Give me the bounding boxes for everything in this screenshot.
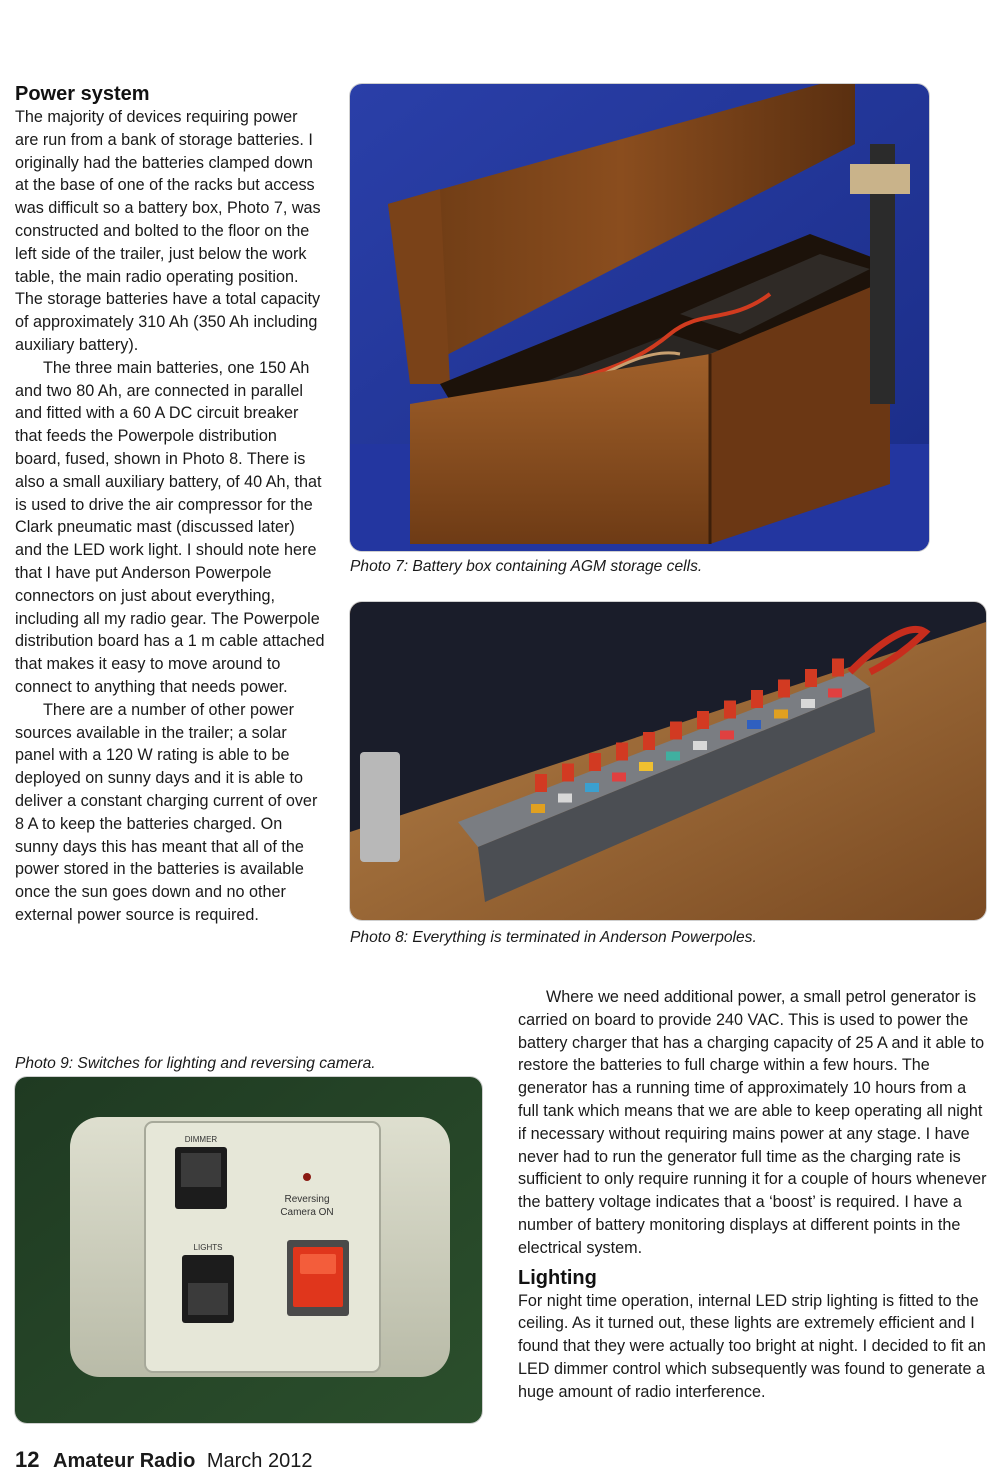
battery-box-image	[350, 84, 929, 551]
page-number: 12	[15, 1447, 40, 1472]
paragraph: The majority of devices requiring power are run from a bank of storage batteries. I originally had the batteries clamped down at the base of one of the racks but access was difficult so a battery box, Photo 7, was constructed and bolted to the floor on the left side of the trailer, just below the work table, the main radio operating position. The storage batteries have a total capacity of approximately 310 Ah (350 Ah including auxiliary battery).	[15, 108, 321, 354]
photo8-caption: Photo 8: Everything is terminated in Anderson Powerpoles.	[350, 929, 757, 946]
section-heading-lighting: Lighting	[518, 1266, 597, 1289]
switch-panel-image	[15, 1077, 482, 1423]
right-column	[518, 986, 988, 1404]
camera-label-line1: Reversing	[284, 1194, 330, 1205]
page-footer	[15, 1448, 312, 1473]
photo-switch-panel	[15, 1077, 482, 1423]
powerpole-board-image	[350, 602, 986, 920]
photo-battery-box	[350, 84, 929, 551]
issue-date: March 2012	[206, 1450, 313, 1472]
camera-label-line2: Camera ON	[280, 1207, 334, 1218]
dimmer-label: DIMMER	[184, 1135, 218, 1144]
section-heading-power-system: Power system	[15, 83, 150, 105]
left-column	[15, 82, 325, 927]
photo9-caption: Photo 9: Switches for lighting and reversing camera.	[15, 1055, 376, 1072]
photo7-caption: Photo 7: Battery box containing AGM storage cells.	[350, 558, 703, 575]
paragraph: There are a number of other power sources available in the trailer; a solar panel with a 120 W rating is able to be deployed on sunny days and it is able to deliver a constant charging current of over 8 A to keep the batteries charged. On sunny days this has meant that all of the power stored in the batteries is available once the sun goes down and no other external power source is required.	[15, 700, 318, 924]
paragraph: The three main batteries, one 150 Ah and two 80 Ah, are connected in parallel and fitted with a 60 A DC circuit breaker that feeds the Powerpole distribution board, fused, shown in Photo 8. There is also a small auxiliary battery, of 40 Ah, that is used to drive the air compressor for the Clark pneumatic mast (discussed later) and the LED work light. I should note here that I have put Anderson Powerpole connectors on just about everything, including all my radio gear. The Powerpole distribution board has a 1 m cable attached that makes it easy to move around to connect to anything that needs power.	[15, 358, 325, 696]
paragraph: For night time operation, internal LED strip lighting is fitted to the ceiling. As it turned out, these lights are extremely efficient and I found that they were actually too bright at night. I decided to fit an LED dimmer control which subsequently was found to generate a huge amount of radio interference.	[518, 1291, 986, 1401]
paragraph: Where we need additional power, a small petrol generator is carried on board to provide 240 VAC. This is used to power the battery charger that has a charging capacity of 25 A and it able to restore the batteries to full charge within a few hours. The generator has a running time of approximately 10 hours from a full tank which means that we are able to keep operating all night if necessary without requiring mains power at any stage. I have never had to run the generator full time as the charging rate is sufficient to only require running it for a couple of hours whenever the battery voltage indicates that a ‘boost’ is required. I have a number of battery monitoring displays at different points in the electrical system.	[518, 988, 987, 1257]
magazine-name: Amateur Radio	[53, 1450, 196, 1472]
lights-label: LIGHTS	[193, 1243, 223, 1252]
photo-powerpole-board	[350, 602, 986, 920]
